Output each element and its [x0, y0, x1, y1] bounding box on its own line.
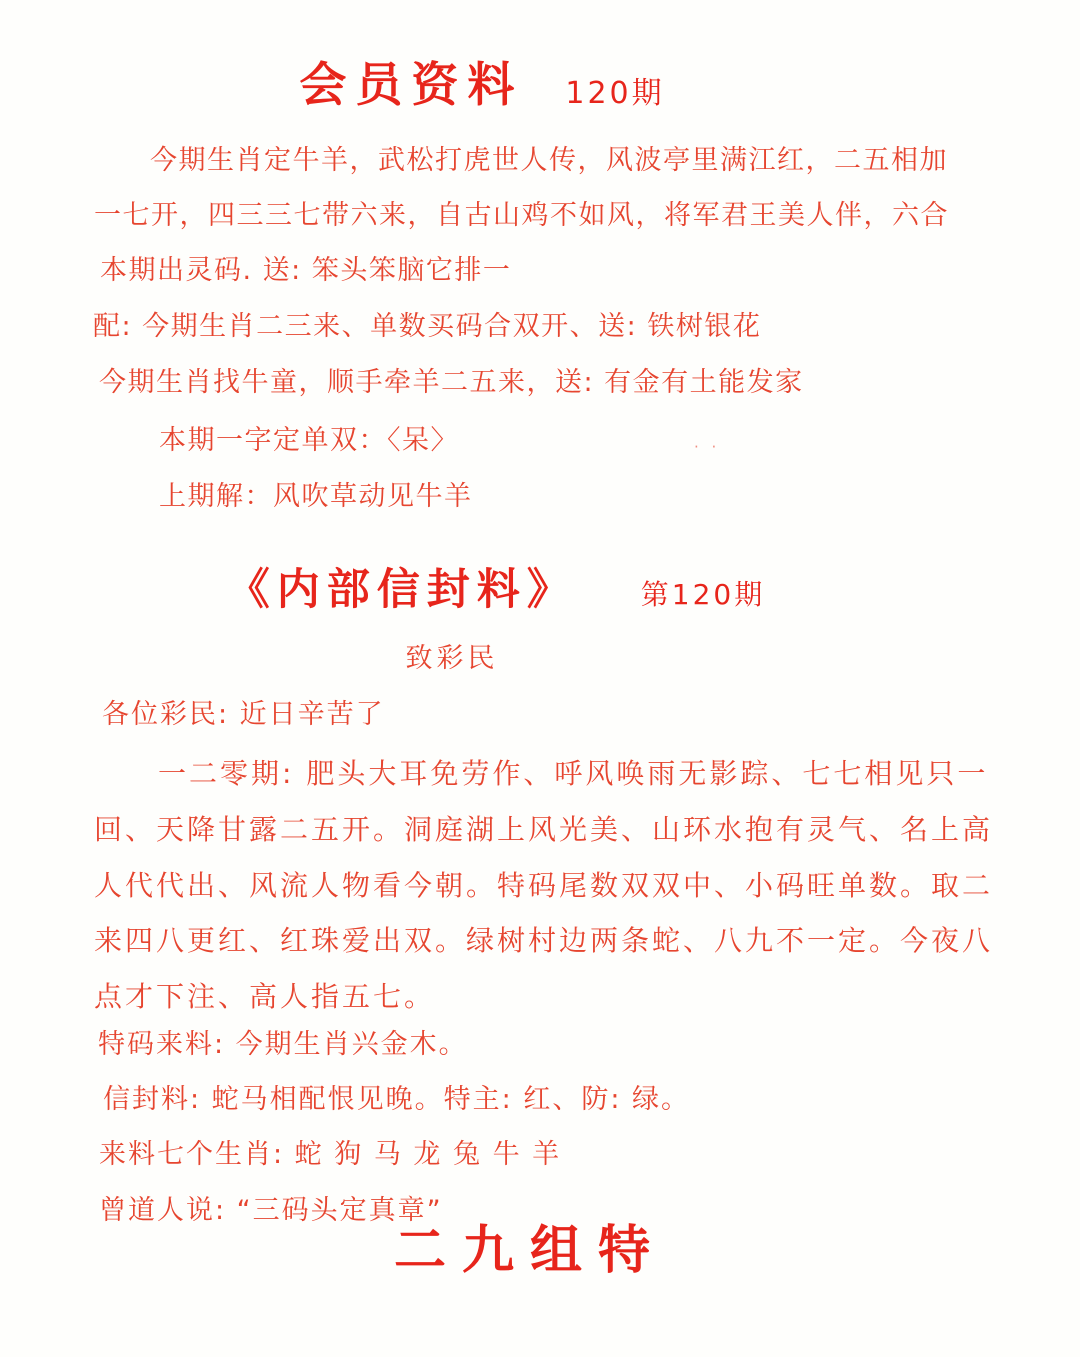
member-line-3: 本期出灵码. 送: 笨头笨脑它排一	[100, 255, 512, 286]
member-line-4: 配: 今期生肖二三来、单数买码合双开、送: 铁树银花	[93, 311, 762, 342]
member-line-6: 本期一字定单双：〈呆〉	[159, 425, 459, 456]
envelope-body-line-3: 人代代出、风流人物看今朝。特码尾数双双中、小码旺单数。取二	[94, 869, 994, 902]
envelope-body-line-4: 来四八更红、红珠爱出双。绿树村边两条蛇、八九不一定。今夜八	[94, 924, 994, 957]
member-issue-number: 120期	[565, 76, 665, 111]
member-title: 会员资料	[299, 58, 524, 113]
envelope-title: 《内部信封料》	[226, 565, 577, 615]
member-line-5: 今期生肖找牛童，顺手牵羊二五来，送: 有金有土能发家	[99, 367, 804, 398]
envelope-salutation: 各位彩民: 近日辛苦了	[102, 699, 385, 730]
envelope-section-header	[0, 556, 1036, 617]
envelope-body-line-1: 一二零期: 肥头大耳免劳作、呼风唤雨无影踪、七七相见只一	[158, 757, 989, 790]
envelope-issue-number: 第120期	[640, 578, 766, 611]
scan-artifact-dots: · ·	[694, 438, 721, 456]
envelope-subtitle: 致彩民	[405, 643, 499, 674]
seven-zodiac-line: 来料七个生肖: 蛇 狗 马 龙 兔 牛 羊	[99, 1139, 562, 1170]
envelope-material-line: 信封料: 蛇马相配恨见晚。特主: 红、防: 绿。	[103, 1084, 691, 1115]
member-line-7: 上期解：风吹草动见牛羊	[159, 481, 473, 512]
member-line-2: 一七开，四三三七带六来，自古山鸡不如风，将军君王美人伴，六合	[94, 200, 949, 231]
quote-line: 曾道人说: “三码头定真章”	[99, 1195, 443, 1226]
envelope-body-line-5: 点才下注、高人指五七。	[94, 980, 436, 1013]
special-code-tip-line: 特码来料: 今期生肖兴金木。	[98, 1029, 468, 1060]
footer-highlight-text: 二九组特	[393, 1221, 666, 1281]
envelope-body-line-2: 回、天降甘露二五开。洞庭湖上风光美、山环水抱有灵气、名上高	[94, 813, 994, 846]
member-line-1: 今期生肖定牛羊，武松打虎世人传，风波亭里满江红，二五相加	[150, 145, 948, 176]
member-section-header	[0, 48, 1022, 115]
